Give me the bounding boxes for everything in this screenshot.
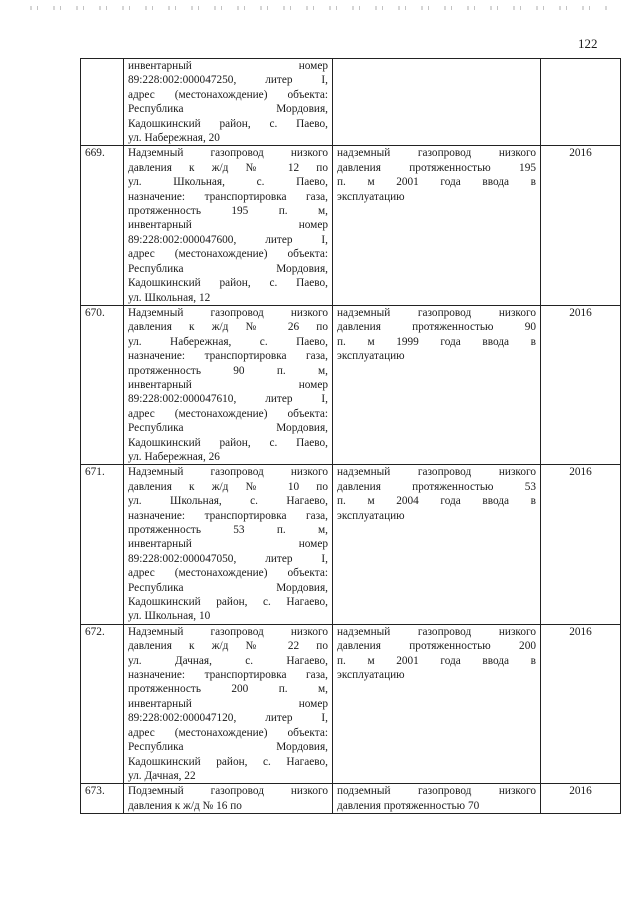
- text-line: давления к ж/д № 12 по: [128, 161, 328, 174]
- text-line: Надземный газопровод низкого: [128, 147, 328, 160]
- text-line: протяженность 200 п. м,: [128, 683, 328, 696]
- text-line: ул. Набережная, 20: [128, 132, 220, 145]
- row-number: 670.: [81, 305, 124, 464]
- table-row: [81, 624, 621, 783]
- row-number: 671.: [81, 465, 124, 624]
- text-line: назначение: транспортировка газа,: [128, 669, 328, 682]
- text-line: Республика Мордовия,: [128, 262, 328, 275]
- registry-table: [80, 58, 621, 814]
- text-line: эксплуатацию: [337, 509, 405, 522]
- text-line: ул. Школьная, с. Паево,: [128, 176, 328, 189]
- text-line: адрес (местонахождение) объекта:: [128, 726, 328, 739]
- text-line: Кадошкинский район, с. Паево,: [128, 436, 328, 449]
- row-number: 672.: [81, 624, 124, 783]
- row-number: 673.: [81, 784, 124, 814]
- text-line: Кадошкинский район, с. Нагаево,: [128, 755, 328, 768]
- text-line: Республика Мордовия,: [128, 103, 328, 116]
- grounds-cell: [333, 146, 541, 305]
- object-description-cell: [124, 305, 333, 464]
- table-row: [81, 146, 621, 305]
- text-line: давления к ж/д № 10 по: [128, 480, 328, 493]
- object-description-cell: [124, 59, 333, 146]
- year-cell: 2016: [541, 465, 621, 624]
- text-line: эксплуатацию: [337, 669, 405, 682]
- text-line: п. м 2004 года ввода в: [337, 495, 536, 508]
- year-cell: 2016: [541, 784, 621, 814]
- text-line: адрес (местонахождение) объекта:: [128, 407, 328, 420]
- text-line: ул. Набережная, с. Паево,: [128, 335, 328, 348]
- text-line: назначение: транспортировка газа,: [128, 350, 328, 363]
- text-line: надземный газопровод низкого: [337, 466, 536, 479]
- text-line: назначение: транспортировка газа,: [128, 509, 328, 522]
- object-description-cell: [124, 146, 333, 305]
- text-line: ул. Дачная, 22: [128, 769, 196, 782]
- text-line: Кадошкинский район, с. Нагаево,: [128, 596, 328, 609]
- year-cell: [541, 59, 621, 146]
- text-line: 89:228:002:000047050, литер I,: [128, 552, 328, 565]
- text-line: надземный газопровод низкого: [337, 306, 536, 319]
- text-line: 89:228:002:000047250, литер I,: [128, 74, 328, 87]
- text-line: Надземный газопровод низкого: [128, 306, 328, 319]
- year-cell: 2016: [541, 624, 621, 783]
- text-line: давления протяженностью 200: [337, 640, 536, 653]
- text-line: п. м 2001 года ввода в: [337, 654, 536, 667]
- text-line: надземный газопровод низкого: [337, 625, 536, 638]
- grounds-cell: [333, 624, 541, 783]
- text-line: адрес (местонахождение) объекта:: [128, 88, 328, 101]
- text-line: ул. Школьная, 10: [128, 610, 211, 623]
- text-line: инвентарный номер: [128, 378, 328, 391]
- text-line: адрес (местонахождение) объекта:: [128, 248, 328, 261]
- continuation-row: [81, 59, 621, 146]
- object-description-cell: [124, 624, 333, 783]
- text-line: протяженность 90 п. м,: [128, 364, 328, 377]
- text-line: протяженность 53 п. м,: [128, 524, 328, 536]
- text-line: 89:228:002:000047120, литер I,: [128, 712, 328, 725]
- text-line: Республика Мордовия,: [128, 581, 328, 594]
- text-line: Надземный газопровод низкого: [128, 625, 328, 638]
- text-line: давления протяженностью 195: [337, 161, 536, 174]
- row-number: 669.: [81, 146, 124, 305]
- text-line: инвентарный номер: [128, 219, 328, 232]
- row-number-cell: [81, 59, 124, 146]
- text-line: надземный газопровод низкого: [337, 147, 536, 160]
- text-line: 89:228:002:000047600, литер I,: [128, 233, 328, 246]
- text-line: ул. Дачная, с. Нагаево,: [128, 654, 328, 667]
- grounds-cell: [333, 305, 541, 464]
- table-row: [81, 465, 621, 624]
- text-line: ул. Набережная, 26: [128, 450, 220, 463]
- text-line: назначение: транспортировка газа,: [128, 190, 328, 203]
- grounds-cell: [333, 465, 541, 624]
- text-line: Подземный газопровод низкого: [128, 785, 328, 798]
- text-line: давления к ж/д № 22 по: [128, 640, 328, 653]
- text-line: Кадошкинский район, с. Паево,: [128, 277, 328, 290]
- registry-body: [81, 59, 621, 814]
- text-line: подземный газопровод низкого: [337, 785, 536, 798]
- object-description-cell: [124, 465, 333, 624]
- table-row: [81, 784, 621, 814]
- grounds-cell: [333, 784, 541, 814]
- grounds-cell: [333, 59, 541, 146]
- text-line: давления протяженностью 90: [337, 321, 536, 334]
- text-line: Республика Мордовия,: [128, 422, 328, 435]
- text-line: давления к ж/д № 16 по: [128, 799, 242, 812]
- text-line: инвентарный номер: [128, 697, 328, 710]
- text-line: протяженность 195 п. м,: [128, 205, 328, 218]
- text-line: давления протяженностью 53: [337, 480, 536, 493]
- text-line: давления к ж/д № 26 по: [128, 321, 328, 334]
- text-line: инвентарный номер: [128, 60, 328, 72]
- year-cell: 2016: [541, 305, 621, 464]
- table-row: [81, 305, 621, 464]
- text-line: Кадошкинский район, с. Паево,: [128, 117, 328, 130]
- text-line: 89:228:002:000047610, литер I,: [128, 393, 328, 406]
- text-line: ул. Школьная, с. Нагаево,: [128, 495, 328, 508]
- scan-artifact-strip: [30, 6, 610, 10]
- text-line: п. м 2001 года ввода в: [337, 176, 536, 189]
- text-line: инвентарный номер: [128, 538, 328, 551]
- year-cell: 2016: [541, 146, 621, 305]
- text-line: давления протяженностью 70: [337, 799, 480, 812]
- text-line: Надземный газопровод низкого: [128, 466, 328, 479]
- text-line: Республика Мордовия,: [128, 741, 328, 754]
- object-description-cell: [124, 784, 333, 814]
- text-line: эксплуатацию: [337, 190, 405, 203]
- text-line: эксплуатацию: [337, 350, 405, 363]
- text-line: адрес (местонахождение) объекта:: [128, 567, 328, 580]
- text-line: ул. Школьная, 12: [128, 291, 211, 304]
- page-number: 122: [578, 36, 598, 51]
- text-line: п. м 1999 года ввода в: [337, 335, 536, 348]
